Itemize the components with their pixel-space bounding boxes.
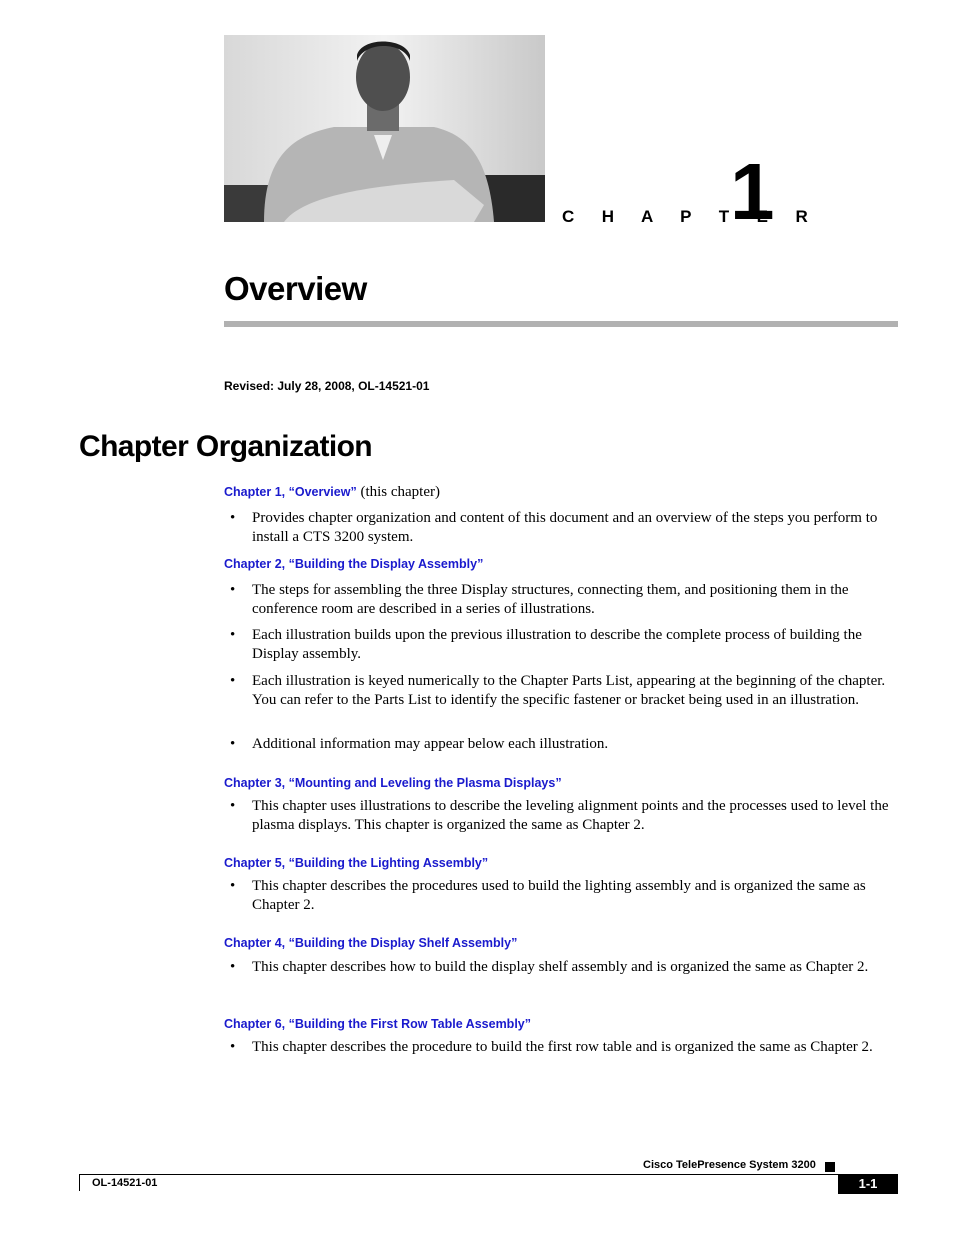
list-item-text: Each illustration is keyed numerically to the Chapter Parts List, appearing at the beginning of the chapter. You can refer to the Parts List to identify the specific fastener or bracket being used in an illustration.: [252, 673, 886, 708]
list-item: [230, 797, 898, 834]
list-item-text: This chapter describes how to build the display shelf assembly and is organized the same as Chapter 2.: [252, 959, 869, 975]
link-suffix: (this chapter): [356, 484, 441, 500]
list-item-text: The steps for assembling the three Display structures, connecting them, and positioning them in the conference room are described in a series of illustrations.: [252, 582, 849, 617]
bullet-icon: •: [230, 627, 236, 643]
bullet-icon: •: [230, 959, 236, 975]
list-item: [230, 581, 898, 618]
page-number-box: [838, 1174, 898, 1194]
list-item: [230, 626, 898, 663]
chapter-link[interactable]: Chapter 2, “Building the Display Assembly”: [224, 557, 484, 571]
list-item: [230, 958, 898, 977]
chapter-label: C H A P T E R: [562, 207, 820, 226]
footer-doc-number: OL-14521-01: [92, 1177, 158, 1189]
section-heading: [224, 935, 517, 952]
bullet-icon: •: [230, 798, 236, 814]
title-divider: [224, 321, 898, 327]
list-item: [230, 509, 898, 546]
chapter-number: 1: [730, 147, 775, 236]
chapter-title: Overview: [224, 270, 367, 307]
chapter-link[interactable]: Chapter 5, “Building the Lighting Assembly”: [224, 856, 489, 870]
section-heading: [224, 556, 483, 573]
chapter-link[interactable]: Chapter 1, “Overview”: [224, 485, 357, 499]
section-heading: [224, 775, 562, 792]
list-item: [230, 1038, 898, 1057]
list-item: [230, 672, 898, 709]
section-heading: [224, 484, 440, 501]
footer-divider: [79, 1174, 898, 1175]
footer-book-title: Cisco TelePresence System 3200: [643, 1159, 816, 1171]
bullet-icon: •: [230, 1039, 236, 1055]
bullet-icon: •: [230, 736, 236, 752]
list-item-text: Provides chapter organization and content of this document and an overview of the steps you perform to install a CTS 3200 system.: [252, 510, 878, 545]
list-item-text: This chapter describes the procedures used to build the lighting assembly and is organized the same as Chapter 2.: [252, 878, 866, 913]
bullet-icon: •: [230, 673, 236, 689]
footer-tick: [79, 1174, 80, 1191]
list-item-text: This chapter uses illustrations to describe the leveling alignment points and the processes used to level the plasma displays. This chapter is organized the same as Chapter 2.: [252, 798, 889, 833]
revision-note: Revised: July 28, 2008, OL-14521-01: [224, 379, 430, 393]
list-item-text: Each illustration builds upon the previous illustration to describe the complete process of building the Display assembly.: [252, 627, 862, 662]
bullet-icon: •: [230, 510, 236, 526]
section-heading: [224, 855, 488, 872]
list-item: [230, 877, 898, 914]
bullet-icon: •: [230, 582, 236, 598]
page-number: 1-1: [858, 1176, 878, 1191]
list-item: [230, 735, 898, 754]
list-item-text: Additional information may appear below each illustration.: [252, 736, 609, 752]
chapter-link[interactable]: Chapter 6, “Building the First Row Table Assembly”: [224, 1017, 531, 1031]
section-heading: [224, 1016, 531, 1033]
section-title: Chapter Organization: [79, 430, 373, 463]
bullet-icon: •: [230, 878, 236, 894]
chapter-link[interactable]: Chapter 3, “Mounting and Leveling the Plasma Displays”: [224, 776, 562, 790]
chapter-photo: [224, 35, 545, 222]
list-item-text: This chapter describes the procedure to build the first row table and is organized the same as Chapter 2.: [252, 1039, 873, 1055]
chapter-link[interactable]: Chapter 4, “Building the Display Shelf Assembly”: [224, 936, 518, 950]
footer-marker: [825, 1162, 835, 1172]
